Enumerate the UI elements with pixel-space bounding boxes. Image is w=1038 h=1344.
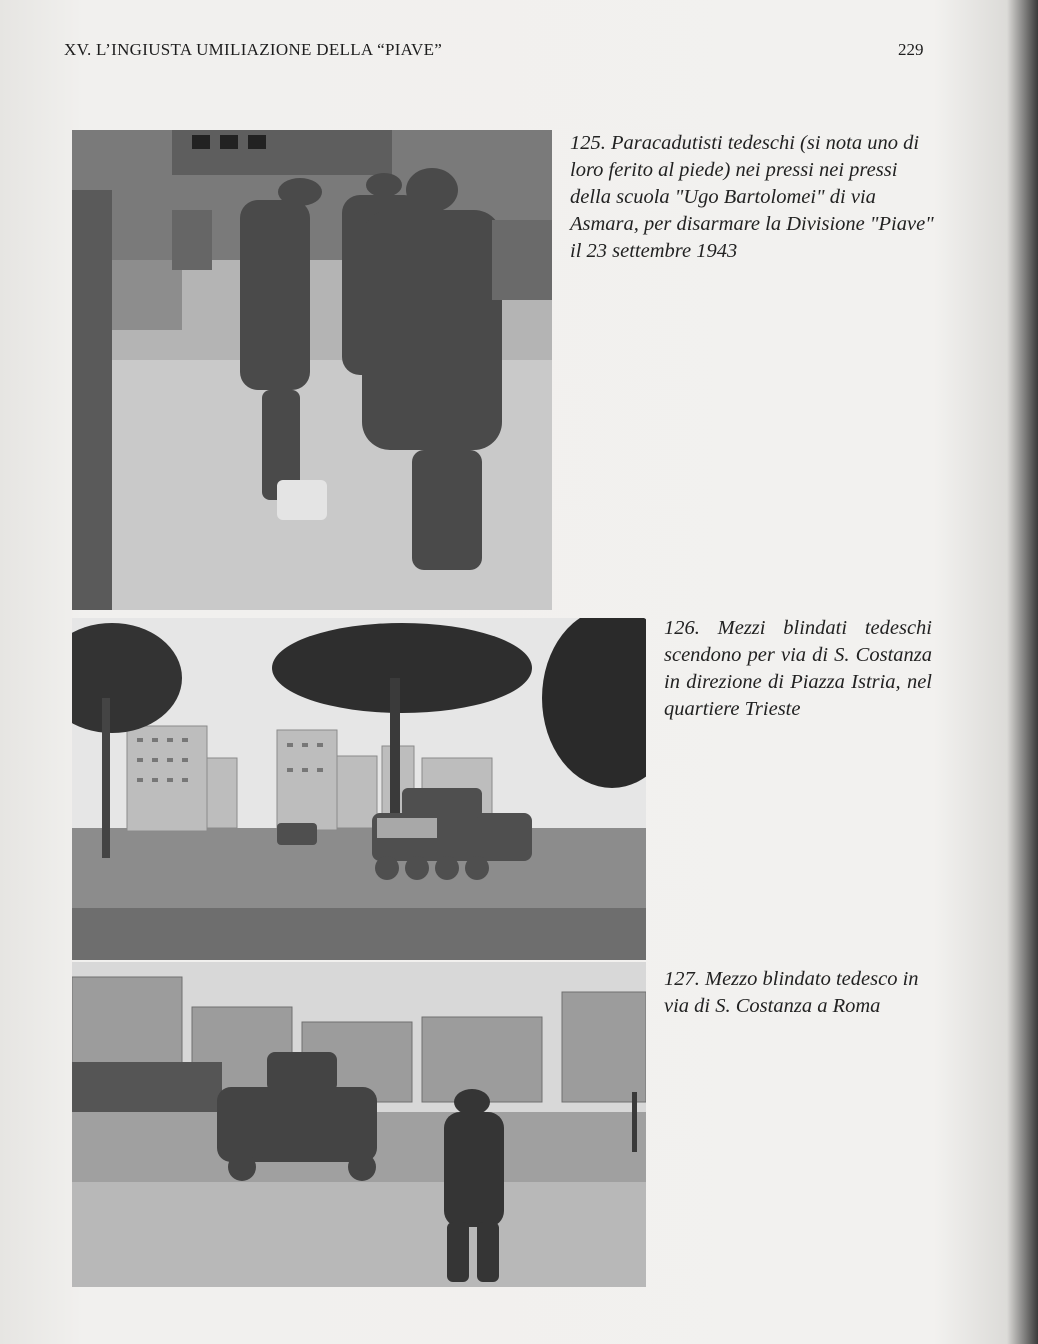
photo-armoured-vehicles — [72, 618, 646, 960]
running-title: XV. L’INGIUSTA UMILIAZIONE DELLA “PIAVE” — [64, 40, 443, 59]
photo-armoured-car — [72, 962, 646, 1287]
caption-figure-127: 127. Mezzo blindato tedesco in via di S. Costanza a Roma — [664, 968, 919, 1017]
caption-figure-125: 125. Paracadutisti tedeschi (si nota uno di loro ferito al piede) nei pressi nei pressi della scuola "Ugo Bartolomei" di via Asmara, per disarmare la Divisione "Piave" il 23 settembre 1943 — [570, 132, 934, 262]
photo-paratroopers — [72, 130, 552, 610]
page-number: 229 — [898, 40, 924, 59]
caption-figure-126: 126. Mezzi blindati tedeschi scendono per via di S. Costanza in direzione di Piazza Istria, nel quartiere Trieste — [664, 617, 932, 720]
